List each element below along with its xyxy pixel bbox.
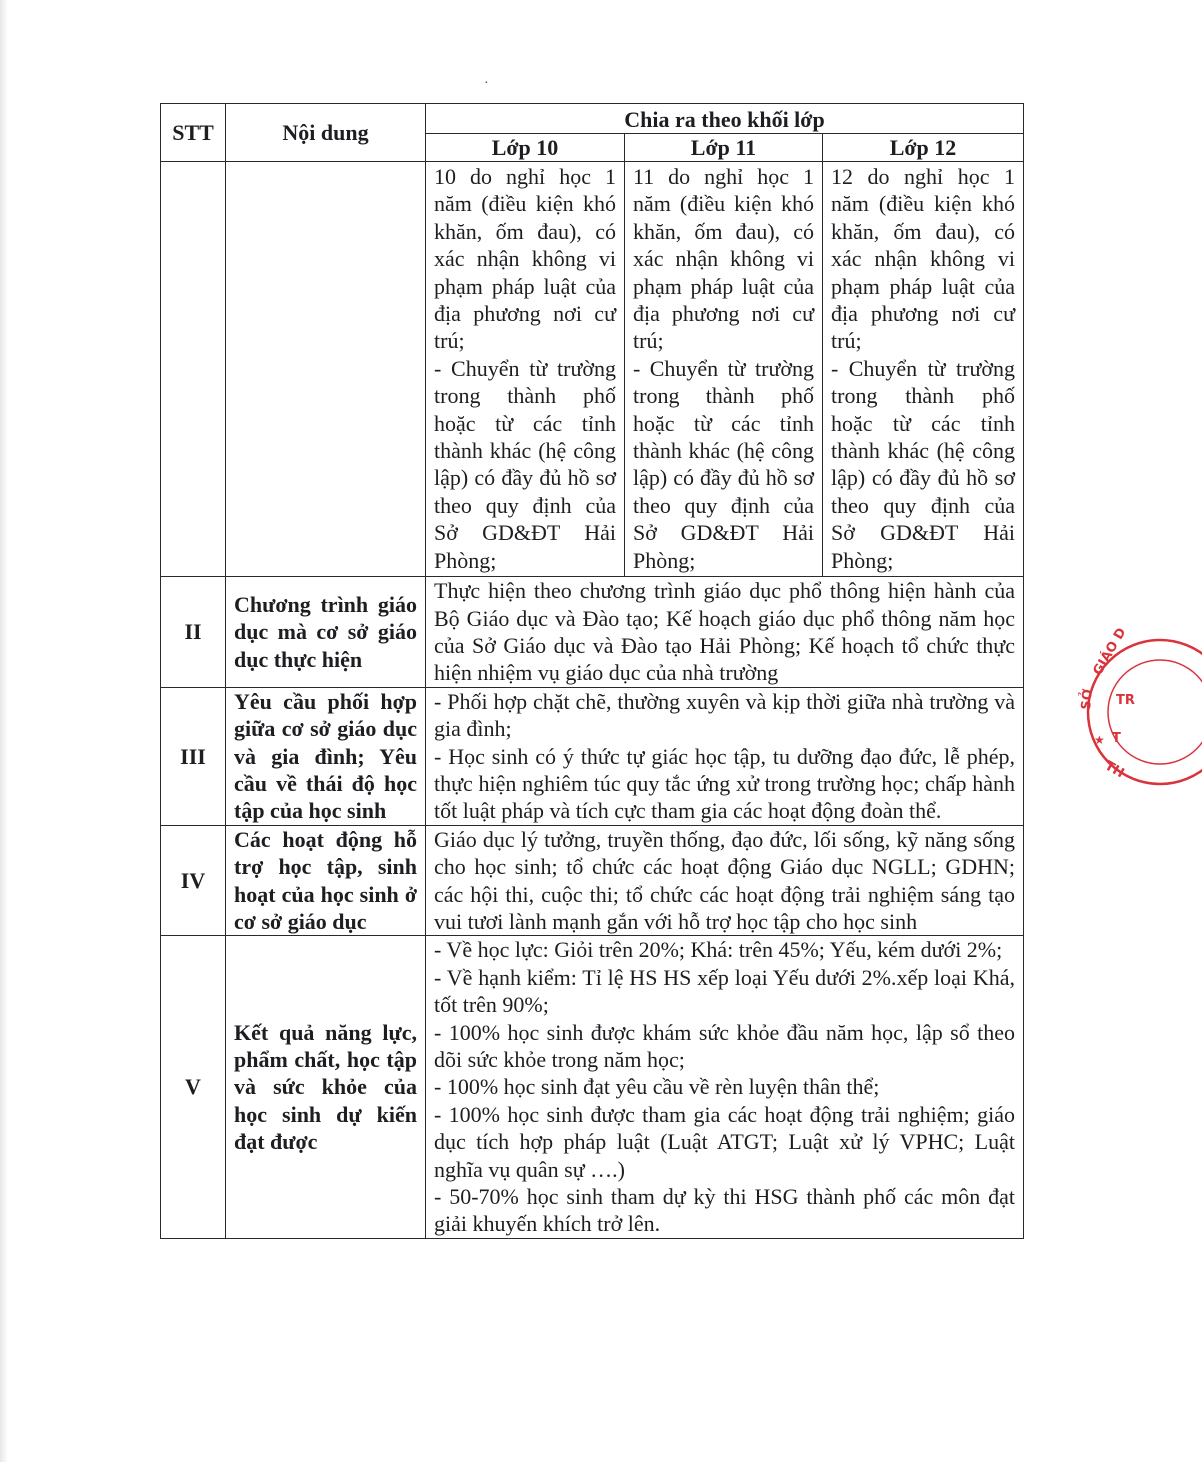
lop12-text-1: 12 do nghỉ học 1 năm (điều kiện khó khăn, ốm đau), có xác nhận không vi phạm pháp luật của địa phương nơi cư trú;	[831, 164, 1015, 354]
table-row-ii	[161, 577, 1024, 688]
table-row-v	[161, 936, 1024, 1238]
school-seal-stamp	[1079, 625, 1202, 792]
header-row-1	[161, 104, 1024, 134]
page-speck: ·	[484, 76, 489, 91]
lop11-text-1: 11 do nghỉ học 1 năm (điều kiện khó khăn, ốm đau), có xác nhận không vi phạm pháp luật của địa phương nơi cư trú;	[633, 164, 814, 354]
header-class-10: Lớp 10	[426, 134, 625, 162]
row-iv-content	[426, 825, 1024, 936]
svg-text:T: T	[1112, 731, 1121, 746]
row-v-line-6: - 50-70% học sinh tham dự kỳ thi HSG thành phố các môn đạt giải khuyến khích trở lên.	[434, 1184, 1015, 1237]
continuation-row	[161, 162, 1024, 577]
row-iv-title: Các hoạt động hỗ trợ học tập, sinh hoạt của học sinh ở cơ sở giáo dục	[226, 825, 426, 936]
row-v-line-1: - Về học lực: Giỏi trên 20%; Khá: trên 45%; Yếu, kém dưới 2%;	[434, 937, 1003, 963]
header-stt: STT	[161, 104, 226, 162]
header-class-12: Lớp 12	[823, 134, 1024, 162]
continuation-lop10	[426, 162, 625, 577]
svg-text:SỞ: SỞ	[1079, 688, 1096, 711]
lop10-text-1: 10 do nghỉ học 1 năm (điều kiện khó khăn, ốm đau), có xác nhận không vi phạm pháp luật của địa phương nơi cư trú;	[434, 164, 616, 354]
header-content: Nội dung	[226, 104, 426, 162]
row-v-line-5: - 100% học sinh được tham gia các hoạt động trải nghiệm; giáo dục tích hợp pháp luật (Luật ATGT; Luật xử lý VPHC; Luật nghĩa vụ quân sự ….)	[434, 1101, 1015, 1182]
row-iv-stt: IV	[161, 825, 226, 936]
row-iv-line-1: Giáo dục lý tưởng, truyền thống, đạo đức, lối sống, kỹ năng sống cho học sinh; tổ chức các hoạt động Giáo dục NGLL; GDHN; các hội thi, cuộc thi; tổ chức các hoạt động trải nghiệm sáng tạo vui tươi lành mạnh gắn với hỗ trợ học tập cho học sinh	[434, 826, 1015, 934]
continuation-lop12	[823, 162, 1024, 577]
plan-table	[160, 103, 1024, 1239]
row-v-line-2: - Về hạnh kiểm: Tỉ lệ HS HS xếp loại Yếu dưới 2%.xếp loại Khá, tốt trên 90%;	[434, 964, 1015, 1018]
svg-text:TR: TR	[1116, 693, 1135, 708]
continuation-content	[226, 162, 426, 577]
table-row-iv	[161, 825, 1024, 936]
svg-text:★: ★	[1094, 733, 1105, 747]
continuation-lop11	[625, 162, 823, 577]
row-v-stt: V	[161, 936, 226, 1238]
row-v-line-4: - 100% học sinh đạt yêu cầu về rèn luyện thân thể;	[434, 1074, 880, 1100]
lop12-text-2: - Chuyển từ trường trong thành phố hoặc từ các tỉnh thành khác (hệ công lập) có đầy đủ hồ sơ theo quy định của Sở GD&ĐT Hải Phòng;	[831, 355, 1015, 573]
row-ii-stt: II	[161, 577, 226, 688]
row-ii-content	[426, 577, 1024, 688]
svg-text:GIÁO D: GIÁO D	[1090, 625, 1130, 678]
row-ii-title: Chương trình giáo dục mà cơ sở giáo dục thực hiện	[226, 577, 426, 688]
header-class-11: Lớp 11	[625, 134, 823, 162]
lop10-text-2: - Chuyển từ trường trong thành phố hoặc từ các tỉnh thành khác (hệ công lập) có đầy đủ hồ sơ theo quy định của Sở GD&ĐT Hải Phòng;	[434, 355, 616, 573]
row-v-line-3: - 100% học sinh được khám sức khỏe đầu năm học, lập sổ theo dõi sức khỏe trong năm học;	[434, 1019, 1015, 1072]
svg-text:TH: TH	[1102, 758, 1127, 782]
row-iii-line-2: - Học sinh có ý thức tự giác học tập, tu dưỡng đạo đức, lễ phép, thực hiện nghiêm túc quy tắc ứng xử trong trường học; chấp hành tốt luật pháp và tích cực tham gia các hoạt động đoàn thể.	[434, 743, 1015, 824]
row-v-title: Kết quả năng lực, phẩm chất, học tập và sức khỏe của học sinh dự kiến đạt được	[226, 936, 426, 1238]
row-iii-title: Yêu cầu phối hợp giữa cơ sở giáo dục và gia đình; Yêu cầu về thái độ học tập của học sinh	[226, 687, 426, 825]
row-iii-stt: III	[161, 687, 226, 825]
header-class-group: Chia ra theo khối lớp	[426, 104, 1024, 134]
row-ii-line-1: Thực hiện theo chương trình giáo dục phổ thông hiện hành của Bộ Giáo dục và Đào tạo; Kế hoạch giáo dục phổ thông năm học của Sở Giáo dục và Đào tạo Hải Phòng; Kế hoạch tổ chức thực hiện nhiệm vụ giáo dục của nhà trường	[434, 578, 1015, 686]
lop11-text-2: - Chuyển từ trường trong thành phố hoặc từ các tỉnh thành khác (hệ công lập) có đầy đủ hồ sơ theo quy định của Sở GD&ĐT Hải Phòng;	[633, 355, 814, 573]
row-v-content	[426, 936, 1024, 1238]
row-iii-line-1: - Phối hợp chặt chẽ, thường xuyên và kịp thời giữa nhà trường và gia đình;	[434, 688, 1015, 742]
scan-edge-shadow	[0, 0, 8, 1462]
continuation-stt	[161, 162, 226, 577]
table-row-iii	[161, 687, 1024, 825]
row-iii-content	[426, 687, 1024, 825]
